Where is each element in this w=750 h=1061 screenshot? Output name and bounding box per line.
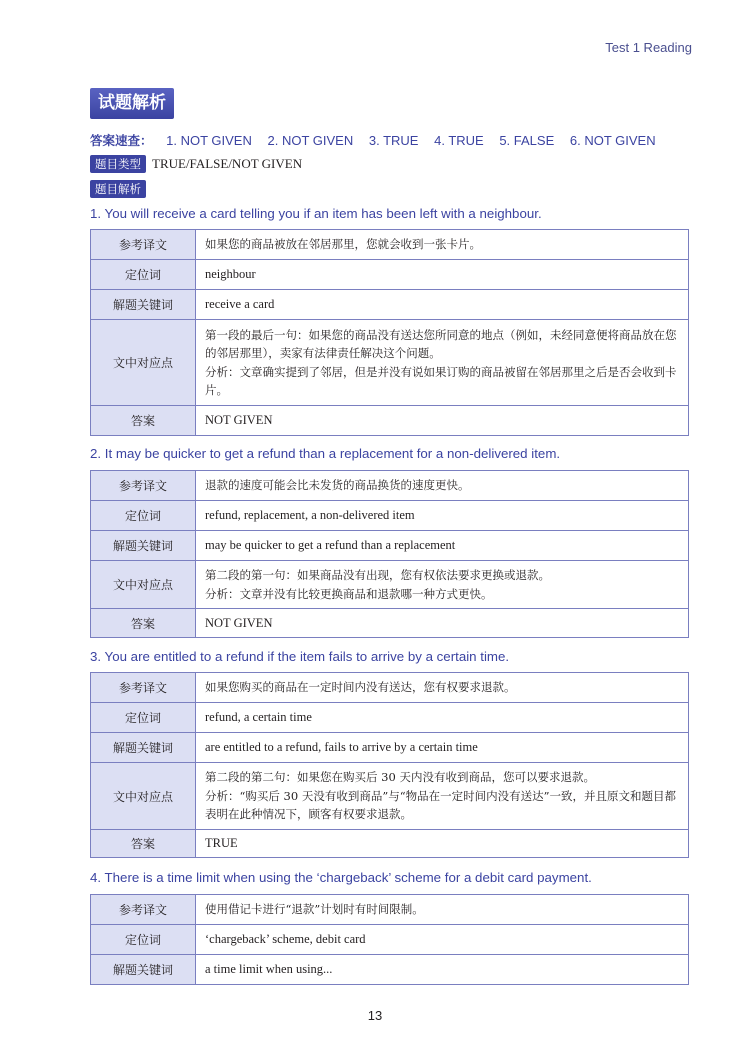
- analysis-tag-row: [90, 178, 146, 198]
- table-row: [91, 703, 689, 733]
- row-label-locator: 定位词: [91, 260, 196, 290]
- evidence-value: [196, 320, 689, 406]
- row-label-keywords: 解题关键词: [91, 733, 196, 763]
- table-row: [91, 561, 689, 609]
- quick-answer-item: 5. FALSE: [499, 133, 555, 148]
- row-label-evidence: 文中对应点: [91, 320, 196, 406]
- quick-answers-label: 答案速查：: [90, 133, 153, 148]
- table-row: [91, 406, 689, 436]
- quick-answer-item: 3. TRUE: [368, 133, 419, 148]
- question-4-table: [90, 894, 689, 985]
- question-type-row: [90, 155, 302, 173]
- row-label-locator: 定位词: [91, 501, 196, 531]
- evidence-paragraph: 分析：“购买后 30 天没有收到商品”与“物品在一定时间内没有送达”一致，并且原文和题目都表明在此种情况下，顾客有权要求退款。: [205, 788, 676, 822]
- quick-answer-item: 1. NOT GIVEN: [166, 133, 252, 148]
- translation-value: 退款的速度可能会比未发货的商品换货的速度更快。: [196, 471, 689, 501]
- translation-value: 如果您购买的商品在一定时间内没有送达，您有权要求退款。: [196, 673, 689, 703]
- table-row: [91, 673, 689, 703]
- evidence-paragraph: 分析：文章并没有比较更换商品和退款哪一种方式更快。: [205, 586, 493, 601]
- table-row: [91, 230, 689, 260]
- question-3-table: [90, 672, 689, 858]
- table-row: [91, 895, 689, 925]
- row-label-keywords: 解题关键词: [91, 290, 196, 320]
- question-1-table: [90, 229, 689, 436]
- question-type-tag: 题目类型: [90, 155, 146, 173]
- row-label-evidence: 文中对应点: [91, 561, 196, 609]
- section-title: 试题解析: [90, 88, 174, 119]
- table-row: [91, 531, 689, 561]
- evidence-value: [196, 763, 689, 830]
- question-2-table: [90, 470, 689, 638]
- answer-value: TRUE: [196, 830, 689, 858]
- row-label-translation: 参考译文: [91, 230, 196, 260]
- locator-value: refund, a certain time: [196, 703, 689, 733]
- table-row: [91, 763, 689, 830]
- table-row: [91, 733, 689, 763]
- row-label-keywords: 解题关键词: [91, 955, 196, 985]
- evidence-paragraph: 第二段的第一句：如果商品没有出现，您有权依法要求更换或退款。: [205, 568, 550, 582]
- running-head: Test 1 Reading: [605, 40, 692, 55]
- row-label-translation: 参考译文: [91, 895, 196, 925]
- answer-value: NOT GIVEN: [196, 406, 689, 436]
- table-row: [91, 320, 689, 406]
- keywords-value: are entitled to a refund, fails to arrive by a certain time: [196, 733, 689, 763]
- evidence-paragraph: 分析：文章确实提到了邻居，但是并没有说如果订购的商品被留在邻居那里之后是否会收到卡片。: [205, 364, 677, 397]
- question-1-title: 1. You will receive a card telling you if an item has been left with a neighbour.: [90, 206, 542, 221]
- evidence-paragraph: 第二段的第二句：如果您在购买后 30 天内没有收到商品，您可以要求退款。: [205, 770, 595, 785]
- keywords-value: receive a card: [196, 290, 689, 320]
- quick-answer-item: 2. NOT GIVEN: [267, 133, 354, 148]
- table-row: [91, 260, 689, 290]
- row-label-locator: 定位词: [91, 925, 196, 955]
- table-row: [91, 925, 689, 955]
- locator-value: neighbour: [196, 260, 689, 290]
- table-row: [91, 955, 689, 985]
- evidence-paragraph: 第一段的最后一句：如果您的商品没有送达您所同意的地点（例如，未经同意便将商品放在您的邻居那里），卖家有法律责任解决这个问题。: [205, 327, 677, 360]
- table-row: [91, 830, 689, 858]
- keywords-value: may be quicker to get a refund than a replacement: [196, 531, 689, 561]
- table-row: [91, 290, 689, 320]
- row-label-answer: 答案: [91, 406, 196, 436]
- table-row: [91, 501, 689, 531]
- table-row: [91, 609, 689, 638]
- analysis-tag: 题目解析: [90, 180, 146, 198]
- translation-value: 如果您的商品被放在邻居那里，您就会收到一张卡片。: [196, 230, 689, 260]
- table-row: [91, 471, 689, 501]
- row-label-translation: 参考译文: [91, 471, 196, 501]
- row-label-evidence: 文中对应点: [91, 763, 196, 830]
- keywords-value: a time limit when using...: [196, 955, 689, 985]
- row-label-keywords: 解题关键词: [91, 531, 196, 561]
- question-type-value: TRUE/FALSE/NOT GIVEN: [152, 156, 303, 171]
- row-label-answer: 答案: [91, 609, 196, 638]
- row-label-locator: 定位词: [91, 703, 196, 733]
- page-number: 13: [367, 1008, 383, 1023]
- quick-answer-item: 6. NOT GIVEN: [569, 133, 656, 148]
- quick-answers: [90, 131, 668, 149]
- row-label-answer: 答案: [91, 830, 196, 858]
- quick-answer-item: 4. TRUE: [434, 133, 484, 148]
- locator-value: refund, replacement, a non-delivered item: [196, 501, 689, 531]
- answer-value: NOT GIVEN: [196, 609, 689, 638]
- question-2-title: 2. It may be quicker to get a refund than a replacement for a non-delivered item.: [90, 446, 561, 461]
- translation-value: 使用借记卡进行“退款”计划时有时间限制。: [196, 895, 689, 925]
- question-4-title: 4. There is a time limit when using the ‘chargeback’ scheme for a debit card payment.: [90, 870, 592, 885]
- question-3-title: 3. You are entitled to a refund if the item fails to arrive by a certain time.: [90, 649, 510, 664]
- row-label-translation: 参考译文: [91, 673, 196, 703]
- evidence-value: [196, 561, 689, 609]
- locator-value: ‘chargeback’ scheme, debit card: [196, 925, 689, 955]
